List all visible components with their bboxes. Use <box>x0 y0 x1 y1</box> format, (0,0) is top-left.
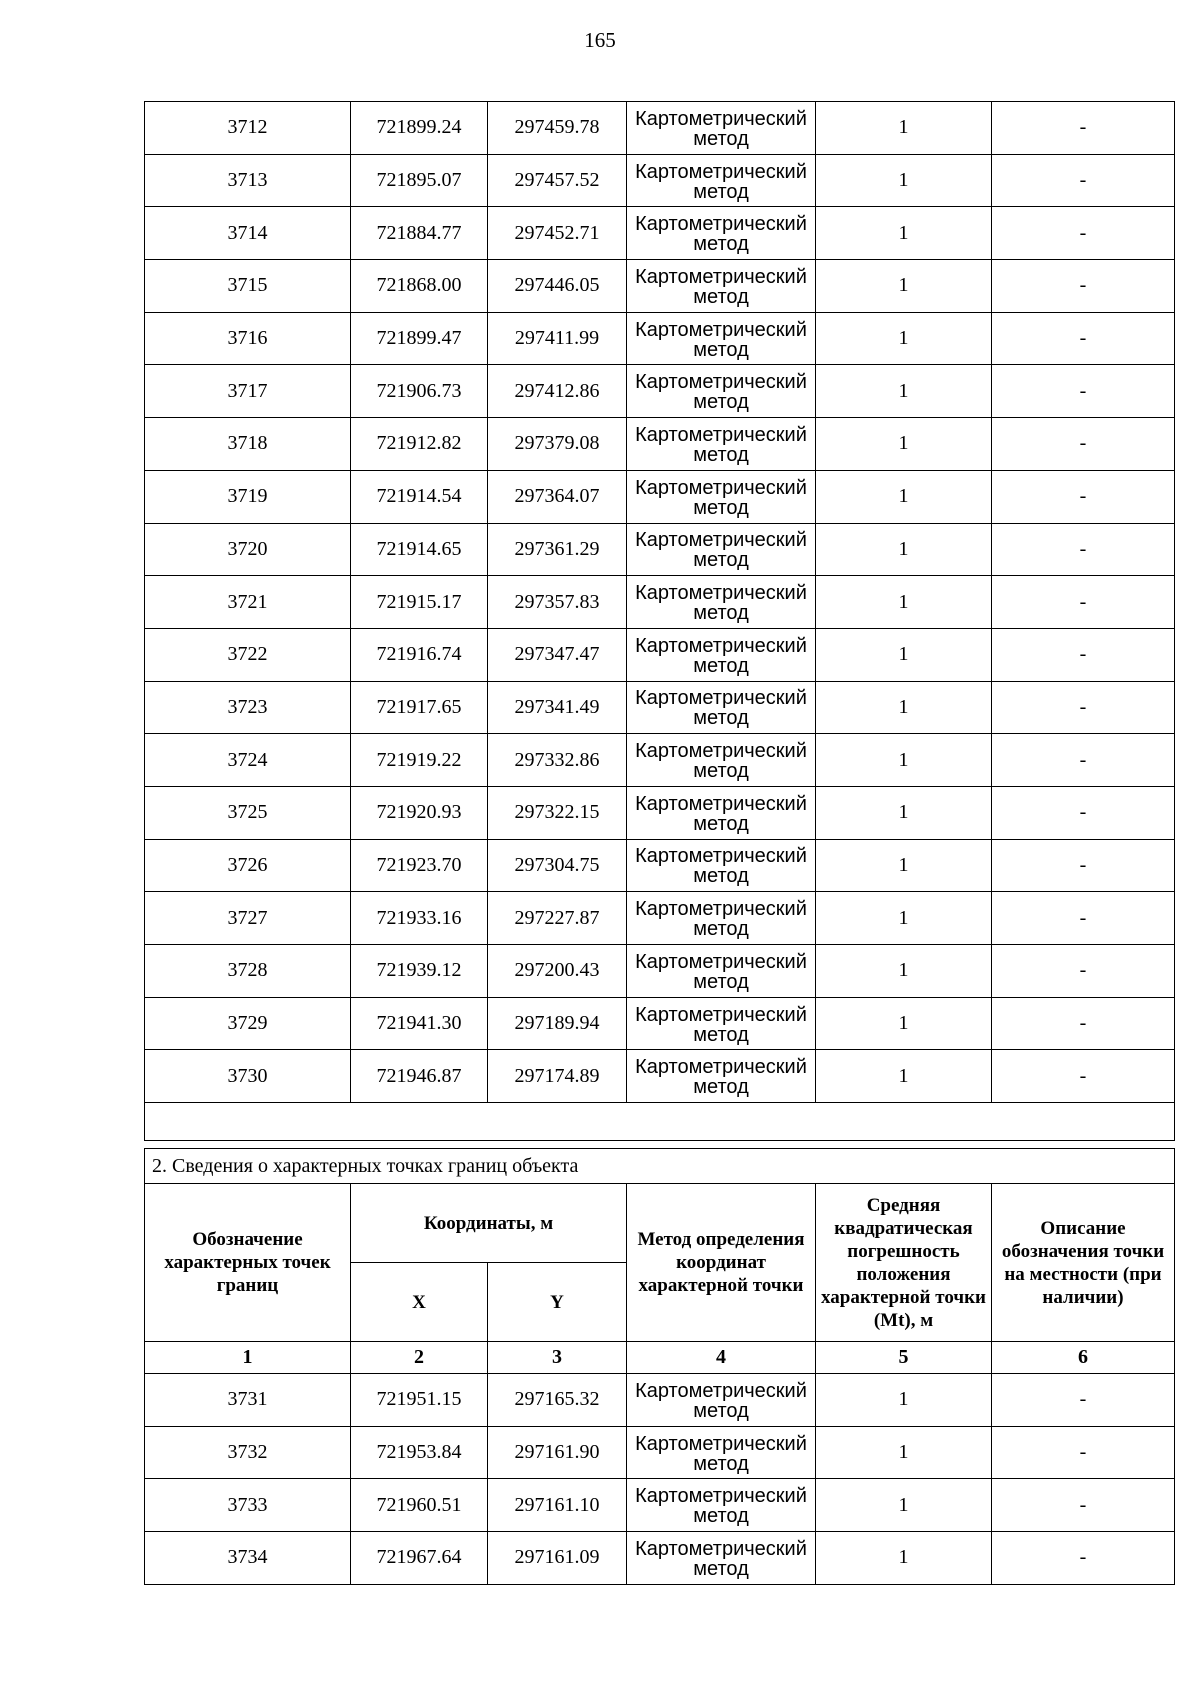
method-cell <box>627 681 816 734</box>
method-cell <box>627 734 816 787</box>
y-cell: 297411.99 <box>488 312 627 365</box>
method-line: Картометрический <box>635 371 807 394</box>
table-row <box>145 1532 1175 1585</box>
point-cell: 3733 <box>145 1479 351 1532</box>
y-cell: 297452.71 <box>488 207 627 260</box>
method-line: метод <box>693 549 749 572</box>
x-cell: 721884.77 <box>351 207 488 260</box>
header-x: X <box>351 1263 488 1342</box>
method-line: метод <box>693 918 749 941</box>
x-cell: 721941.30 <box>351 997 488 1050</box>
description-cell: - <box>992 1532 1175 1585</box>
y-cell: 297446.05 <box>488 260 627 313</box>
description-cell: - <box>992 734 1175 787</box>
mt-cell: 1 <box>816 154 992 207</box>
table-row <box>145 892 1175 945</box>
x-cell: 721923.70 <box>351 839 488 892</box>
table-row <box>145 260 1175 313</box>
description-cell: - <box>992 470 1175 523</box>
point-cell: 3728 <box>145 945 351 998</box>
method-line: метод <box>693 1452 749 1475</box>
mt-cell: 1 <box>816 576 992 629</box>
y-cell: 297174.89 <box>488 1050 627 1103</box>
description-cell: - <box>992 154 1175 207</box>
x-cell: 721914.54 <box>351 470 488 523</box>
mt-cell: 1 <box>816 365 992 418</box>
method-cell <box>627 523 816 576</box>
method-cell <box>627 786 816 839</box>
table-row <box>145 365 1175 418</box>
mt-cell: 1 <box>816 1479 992 1532</box>
method-cell <box>627 102 816 155</box>
table-row <box>145 1050 1175 1103</box>
method-cell <box>627 154 816 207</box>
y-cell: 297161.09 <box>488 1532 627 1585</box>
method-line: Картометрический <box>635 950 807 973</box>
table-caption: 2. Сведения о характерных точках границ объекта <box>145 1149 1175 1184</box>
method-line: Картометрический <box>635 898 807 921</box>
method-cell <box>627 312 816 365</box>
mt-cell: 1 <box>816 260 992 313</box>
method-line: Картометрический <box>635 1056 807 1079</box>
description-cell: - <box>992 997 1175 1050</box>
description-cell: - <box>992 1374 1175 1427</box>
method-line: Картометрический <box>635 687 807 710</box>
table-row <box>145 628 1175 681</box>
page-number: 165 <box>584 28 616 52</box>
point-cell: 3730 <box>145 1050 351 1103</box>
table-row <box>145 1374 1175 1427</box>
x-cell: 721933.16 <box>351 892 488 945</box>
mt-cell: 1 <box>816 786 992 839</box>
description-cell: - <box>992 260 1175 313</box>
empty-row <box>145 1103 1175 1141</box>
table-row <box>145 207 1175 260</box>
y-cell: 297165.32 <box>488 1374 627 1427</box>
y-cell: 297364.07 <box>488 470 627 523</box>
column-number: 3 <box>488 1342 627 1374</box>
table-row <box>145 418 1175 471</box>
table-row <box>145 734 1175 787</box>
method-line: Картометрический <box>635 582 807 605</box>
x-cell: 721939.12 <box>351 945 488 998</box>
point-cell: 3726 <box>145 839 351 892</box>
description-cell: - <box>992 576 1175 629</box>
method-line: Картометрический <box>635 476 807 499</box>
method-line: метод <box>693 865 749 888</box>
point-cell: 3715 <box>145 260 351 313</box>
method-line: Картометрический <box>635 1485 807 1508</box>
y-cell: 297457.52 <box>488 154 627 207</box>
method-line: метод <box>693 1399 749 1422</box>
y-cell: 297412.86 <box>488 365 627 418</box>
method-line: метод <box>693 285 749 308</box>
method-line: Картометрический <box>635 318 807 341</box>
table-row <box>145 576 1175 629</box>
y-cell: 297357.83 <box>488 576 627 629</box>
method-line: метод <box>693 338 749 361</box>
mt-cell: 1 <box>816 734 992 787</box>
method-cell <box>627 576 816 629</box>
description-cell: - <box>992 365 1175 418</box>
mt-cell: 1 <box>816 945 992 998</box>
x-cell: 721946.87 <box>351 1050 488 1103</box>
header-description: Описание обозначения точки на местности (при наличии) <box>992 1184 1175 1342</box>
table-row <box>145 786 1175 839</box>
method-line: метод <box>693 760 749 783</box>
y-cell: 297379.08 <box>488 418 627 471</box>
point-cell: 3714 <box>145 207 351 260</box>
header-mt: Средняя квадратическая погрешность положения характерной точки (Mt), м <box>816 1184 992 1342</box>
table-row <box>145 839 1175 892</box>
x-cell: 721953.84 <box>351 1426 488 1479</box>
method-line: Картометрический <box>635 1379 807 1402</box>
method-cell <box>627 997 816 1050</box>
empty-cell <box>145 1103 1175 1141</box>
mt-cell: 1 <box>816 681 992 734</box>
method-line: метод <box>693 233 749 256</box>
mt-cell: 1 <box>816 839 992 892</box>
description-cell: - <box>992 207 1175 260</box>
x-cell: 721916.74 <box>351 628 488 681</box>
method-line: Картометрический <box>635 740 807 763</box>
mt-cell: 1 <box>816 1532 992 1585</box>
method-line: Картометрический <box>635 107 807 130</box>
method-line: Картометрический <box>635 1003 807 1026</box>
mt-cell: 1 <box>816 102 992 155</box>
method-line: Картометрический <box>635 845 807 868</box>
method-line: Картометрический <box>635 213 807 236</box>
method-cell <box>627 418 816 471</box>
mt-cell: 1 <box>816 418 992 471</box>
method-cell <box>627 628 816 681</box>
description-cell: - <box>992 681 1175 734</box>
mt-cell: 1 <box>816 523 992 576</box>
description-cell: - <box>992 945 1175 998</box>
column-number: 4 <box>627 1342 816 1374</box>
point-cell: 3722 <box>145 628 351 681</box>
x-cell: 721912.82 <box>351 418 488 471</box>
description-cell: - <box>992 839 1175 892</box>
point-cell: 3723 <box>145 681 351 734</box>
y-cell: 297341.49 <box>488 681 627 734</box>
mt-cell: 1 <box>816 1050 992 1103</box>
description-cell: - <box>992 1050 1175 1103</box>
mt-cell: 1 <box>816 207 992 260</box>
method-cell <box>627 1479 816 1532</box>
method-line: Картометрический <box>635 1432 807 1455</box>
method-line: метод <box>693 391 749 414</box>
method-line: метод <box>693 496 749 519</box>
table-row <box>145 681 1175 734</box>
method-line: метод <box>693 1505 749 1528</box>
table-row <box>145 102 1175 155</box>
x-cell: 721906.73 <box>351 365 488 418</box>
y-cell: 297161.10 <box>488 1479 627 1532</box>
x-cell: 721899.24 <box>351 102 488 155</box>
x-cell: 721895.07 <box>351 154 488 207</box>
y-cell: 297332.86 <box>488 734 627 787</box>
method-cell <box>627 892 816 945</box>
description-cell: - <box>992 523 1175 576</box>
table-row <box>145 312 1175 365</box>
header-y: Y <box>488 1263 627 1342</box>
column-number: 2 <box>351 1342 488 1374</box>
method-line: метод <box>693 180 749 203</box>
description-cell: - <box>992 418 1175 471</box>
x-cell: 721960.51 <box>351 1479 488 1532</box>
table-row <box>145 1426 1175 1479</box>
method-cell <box>627 1374 816 1427</box>
method-line: метод <box>693 812 749 835</box>
method-line: метод <box>693 127 749 150</box>
method-line: метод <box>693 1557 749 1580</box>
mt-cell: 1 <box>816 1426 992 1479</box>
method-cell <box>627 1426 816 1479</box>
point-cell: 3721 <box>145 576 351 629</box>
x-cell: 721915.17 <box>351 576 488 629</box>
method-line: метод <box>693 970 749 993</box>
method-line: метод <box>693 1023 749 1046</box>
description-cell: - <box>992 1479 1175 1532</box>
x-cell: 721917.65 <box>351 681 488 734</box>
y-cell: 297161.90 <box>488 1426 627 1479</box>
y-cell: 297227.87 <box>488 892 627 945</box>
point-cell: 3727 <box>145 892 351 945</box>
point-cell: 3718 <box>145 418 351 471</box>
point-cell: 3731 <box>145 1374 351 1427</box>
x-cell: 721951.15 <box>351 1374 488 1427</box>
method-cell <box>627 1050 816 1103</box>
point-cell: 3720 <box>145 523 351 576</box>
column-number: 1 <box>145 1342 351 1374</box>
point-cell: 3732 <box>145 1426 351 1479</box>
description-cell: - <box>992 628 1175 681</box>
method-line: метод <box>693 602 749 625</box>
table-row <box>145 997 1175 1050</box>
point-cell: 3713 <box>145 154 351 207</box>
mt-cell: 1 <box>816 470 992 523</box>
table-row <box>145 945 1175 998</box>
method-line: Картометрический <box>635 1537 807 1560</box>
y-cell: 297189.94 <box>488 997 627 1050</box>
method-line: Картометрический <box>635 265 807 288</box>
y-cell: 297459.78 <box>488 102 627 155</box>
method-line: Картометрический <box>635 423 807 446</box>
mt-cell: 1 <box>816 997 992 1050</box>
table-row <box>145 154 1175 207</box>
method-line: метод <box>693 707 749 730</box>
method-line: Картометрический <box>635 792 807 815</box>
method-cell <box>627 945 816 998</box>
point-cell: 3734 <box>145 1532 351 1585</box>
table-row <box>145 470 1175 523</box>
header-method: Метод определения координат характерной точки <box>627 1184 816 1342</box>
method-cell <box>627 365 816 418</box>
method-cell <box>627 207 816 260</box>
description-cell: - <box>992 786 1175 839</box>
point-cell: 3729 <box>145 997 351 1050</box>
table-row <box>145 523 1175 576</box>
point-cell: 3712 <box>145 102 351 155</box>
description-cell: - <box>992 312 1175 365</box>
method-cell <box>627 839 816 892</box>
x-cell: 721920.93 <box>351 786 488 839</box>
table-row <box>145 1479 1175 1532</box>
point-cell: 3716 <box>145 312 351 365</box>
y-cell: 297361.29 <box>488 523 627 576</box>
method-cell <box>627 470 816 523</box>
column-number: 5 <box>816 1342 992 1374</box>
column-number: 6 <box>992 1342 1175 1374</box>
mt-cell: 1 <box>816 312 992 365</box>
method-cell <box>627 260 816 313</box>
method-line: метод <box>693 654 749 677</box>
description-cell: - <box>992 102 1175 155</box>
point-cell: 3724 <box>145 734 351 787</box>
mt-cell: 1 <box>816 628 992 681</box>
method-cell <box>627 1532 816 1585</box>
method-line: Картометрический <box>635 529 807 552</box>
description-cell: - <box>992 1426 1175 1479</box>
description-cell: - <box>992 892 1175 945</box>
coordinates-table-continued <box>144 101 1175 1141</box>
method-line: метод <box>693 443 749 466</box>
header-point: Обозначение характерных точек границ <box>145 1184 351 1342</box>
x-cell: 721868.00 <box>351 260 488 313</box>
x-cell: 721919.22 <box>351 734 488 787</box>
mt-cell: 1 <box>816 1374 992 1427</box>
y-cell: 297322.15 <box>488 786 627 839</box>
point-cell: 3719 <box>145 470 351 523</box>
y-cell: 297347.47 <box>488 628 627 681</box>
boundary-points-table <box>144 1148 1175 1585</box>
method-line: Картометрический <box>635 634 807 657</box>
y-cell: 297304.75 <box>488 839 627 892</box>
x-cell: 721899.47 <box>351 312 488 365</box>
point-cell: 3717 <box>145 365 351 418</box>
mt-cell: 1 <box>816 892 992 945</box>
point-cell: 3725 <box>145 786 351 839</box>
method-line: метод <box>693 1076 749 1099</box>
y-cell: 297200.43 <box>488 945 627 998</box>
method-line: Картометрический <box>635 160 807 183</box>
x-cell: 721914.65 <box>351 523 488 576</box>
x-cell: 721967.64 <box>351 1532 488 1585</box>
header-coordinates: Координаты, м <box>351 1184 627 1263</box>
